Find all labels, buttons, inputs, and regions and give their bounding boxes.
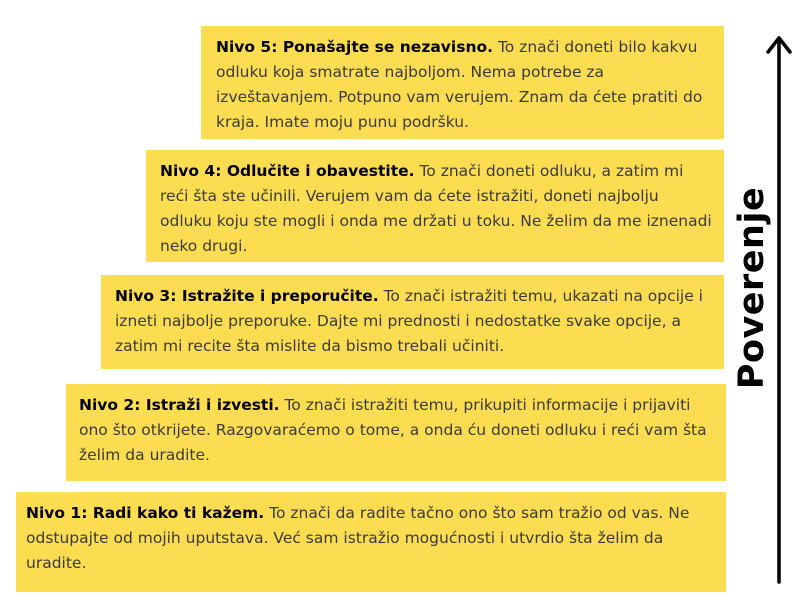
level-5-text: To znači doneti bilo kakvu odluku koja smatrate najboljom. Nema potrebe za izveštavanjem. Potpuno vam verujem. Znam da ćete pratiti do kraja. Imate moju punu podršku. (216, 38, 703, 131)
level-3-box (101, 275, 724, 369)
level-4-text: To znači doneti odluku, a zatim mi reći šta ste učinili. Verujem vam da ćete istražiti, doneti najbolju odluku koju ste mogli i onda me držati u toku. Ne želim da me iznenadi neko drugi. (160, 162, 712, 255)
level-5-title: Nivo 5: Ponašajte se nezavisno. (216, 38, 494, 56)
level-2-title: Nivo 2: Istraži i izvesti. (79, 396, 280, 414)
level-3-text: To znači istražiti temu, ukazati na opcije i izneti najbolje preporuke. Dajte mi prednosti i nedostatke svake opcije, a zatim mi recite šta mislite da bismo trebali učiniti. (115, 287, 703, 355)
level-2-text: To znači istražiti temu, prikupiti informacije i prijaviti ono što otkrijete. Razgovaraćemo o tome, a onda ću doneti odluku i reći vam šta želim da uradite. (79, 396, 707, 464)
level-3-title: Nivo 3: Istražite i preporučite. (115, 287, 379, 305)
trust-axis-label-text: Poverenje (732, 186, 772, 390)
level-5-box (201, 26, 724, 139)
level-4-box (146, 150, 724, 262)
level-1-box (16, 492, 726, 592)
level-1-text: To znači da radite tačno ono što sam tražio od vas. Ne odstupajte od mojih uputstava. Već sam istražio mogućnosti i utvrdio šta želim da uradite. (26, 504, 690, 572)
level-4-title: Nivo 4: Odlučite i obavestite. (160, 162, 415, 180)
level-1-title: Nivo 1: Radi kako ti kažem. (26, 504, 265, 522)
level-2-box (66, 384, 726, 481)
